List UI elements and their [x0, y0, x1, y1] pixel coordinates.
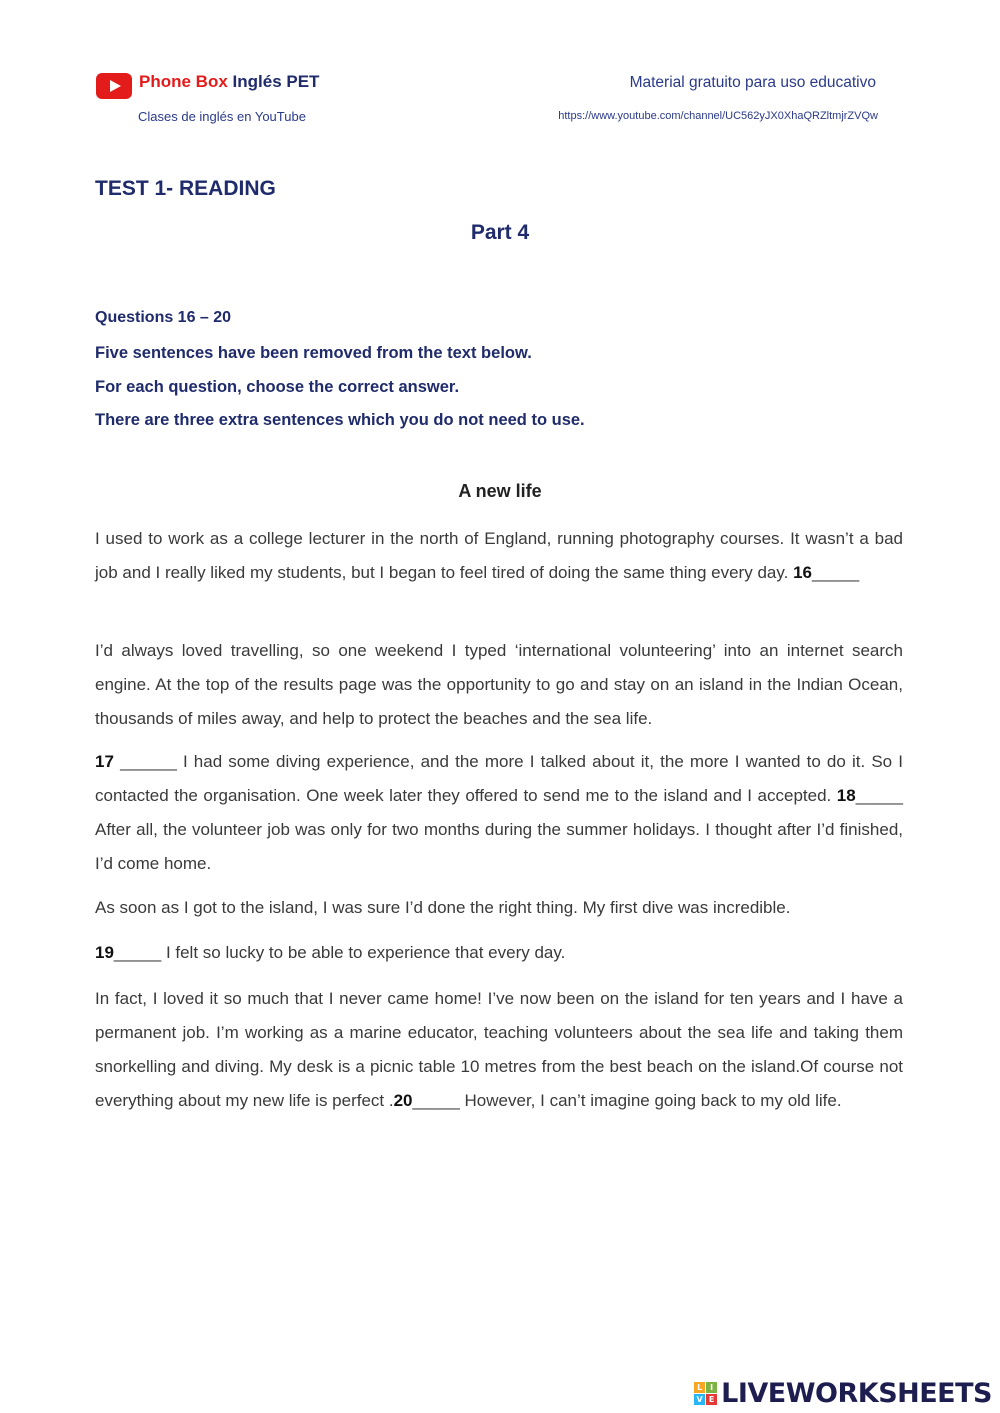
paragraph-3-text-b: After all, the volunteer job was only for two months during the summer holidays. I thought after I’d finished, I’d come home.: [95, 820, 903, 873]
paragraph-6-text-a: In fact, I loved it so much that I never came home! I’ve now been on the island for ten years and I have a permanent job. I’m working as a marine educator, teaching volunteers about the sea life and taking them snorkelling and diving. My desk is a picnic table 10 metres from the best beach on the island.Of course not everything about my new life is perfect .: [95, 989, 903, 1110]
liveworksheets-grid-icon: [694, 1382, 717, 1405]
youtube-icon: [96, 73, 132, 99]
question-19-gap[interactable]: [95, 943, 161, 962]
brand-subtitle: Clases de inglés en YouTube: [138, 109, 306, 124]
liveworksheets-wordmark: LIVEWORKSHEETS: [721, 1377, 992, 1409]
paragraph-6: [95, 982, 903, 1118]
question-16-number: 16: [793, 563, 812, 582]
instruction-line-1: Five sentences have been removed from the text below.: [95, 344, 532, 362]
liveworksheets-logo: [694, 1376, 992, 1410]
question-20-number: 20: [393, 1091, 413, 1110]
test-title: TEST 1- READING: [95, 177, 276, 200]
logo-letter-e: E: [706, 1394, 717, 1405]
question-17-blank: ______: [120, 752, 177, 771]
paragraph-5: [95, 936, 903, 970]
questions-range: Questions 16 – 20: [95, 309, 232, 326]
question-18-blank: _____: [855, 786, 903, 805]
logo-letter-l: L: [694, 1382, 705, 1393]
question-19-blank: _____: [113, 943, 162, 962]
brand-title: [139, 72, 319, 92]
paragraph-3-text-a: I had some diving experience, and the more I talked about it, the more I wanted to do it. So I contacted the organisation. One week later they offered to send me to the island and I accepted.: [95, 752, 903, 805]
paragraph-2: I’d always loved travelling, so one weekend I typed ‘international volunteering’ into an internet search engine. At the top of the results page was the opportunity to go and stay on an island in the Indian Ocean, thousands of miles away, and help to protect the beaches and the sea life.: [95, 641, 903, 728]
question-16-blank: _____: [811, 563, 860, 582]
paragraph-6-text-b: However, I can’t imagine going back to my old life.: [464, 1091, 842, 1110]
paragraph-5-text: I felt so lucky to be able to experience that every day.: [165, 943, 566, 962]
paragraph-4: As soon as I got to the island, I was sure I’d done the right thing. My first dive was incredible.: [95, 898, 791, 917]
question-17-gap[interactable]: [95, 752, 177, 771]
paragraph-3: [95, 745, 903, 881]
brand-name-red: Phone Box: [139, 72, 228, 91]
part-title: Part 4: [470, 221, 530, 244]
question-18-gap[interactable]: [837, 786, 903, 805]
paragraph-1: [95, 522, 903, 590]
question-18-number: 18: [836, 786, 856, 805]
header-note: Material gratuito para uso educativo: [629, 74, 876, 91]
question-20-gap[interactable]: [394, 1091, 460, 1110]
logo-letter-i: I: [706, 1382, 717, 1393]
instruction-line-3: There are three extra sentences which you do not need to use.: [95, 411, 585, 429]
paragraph-1-text: I used to work as a college lecturer in the north of England, running photography courses. It wasn’t a bad job and I really liked my students, but I began to feel tired of doing the same thing every day.: [95, 529, 903, 582]
question-20-blank: _____: [412, 1091, 460, 1110]
brand-name-navy: Inglés PET: [232, 72, 320, 91]
question-19-number: 19: [95, 943, 114, 962]
question-17-number: 17: [95, 752, 114, 771]
instruction-line-2: For each question, choose the correct answer.: [95, 378, 460, 396]
story-title: A new life: [458, 481, 542, 501]
question-16-gap[interactable]: [793, 563, 859, 582]
logo-letter-v: V: [694, 1394, 705, 1405]
channel-url-link[interactable]: https://www.youtube.com/channel/UC562yJX0XhaQRZltmjrZVQw: [558, 110, 878, 122]
